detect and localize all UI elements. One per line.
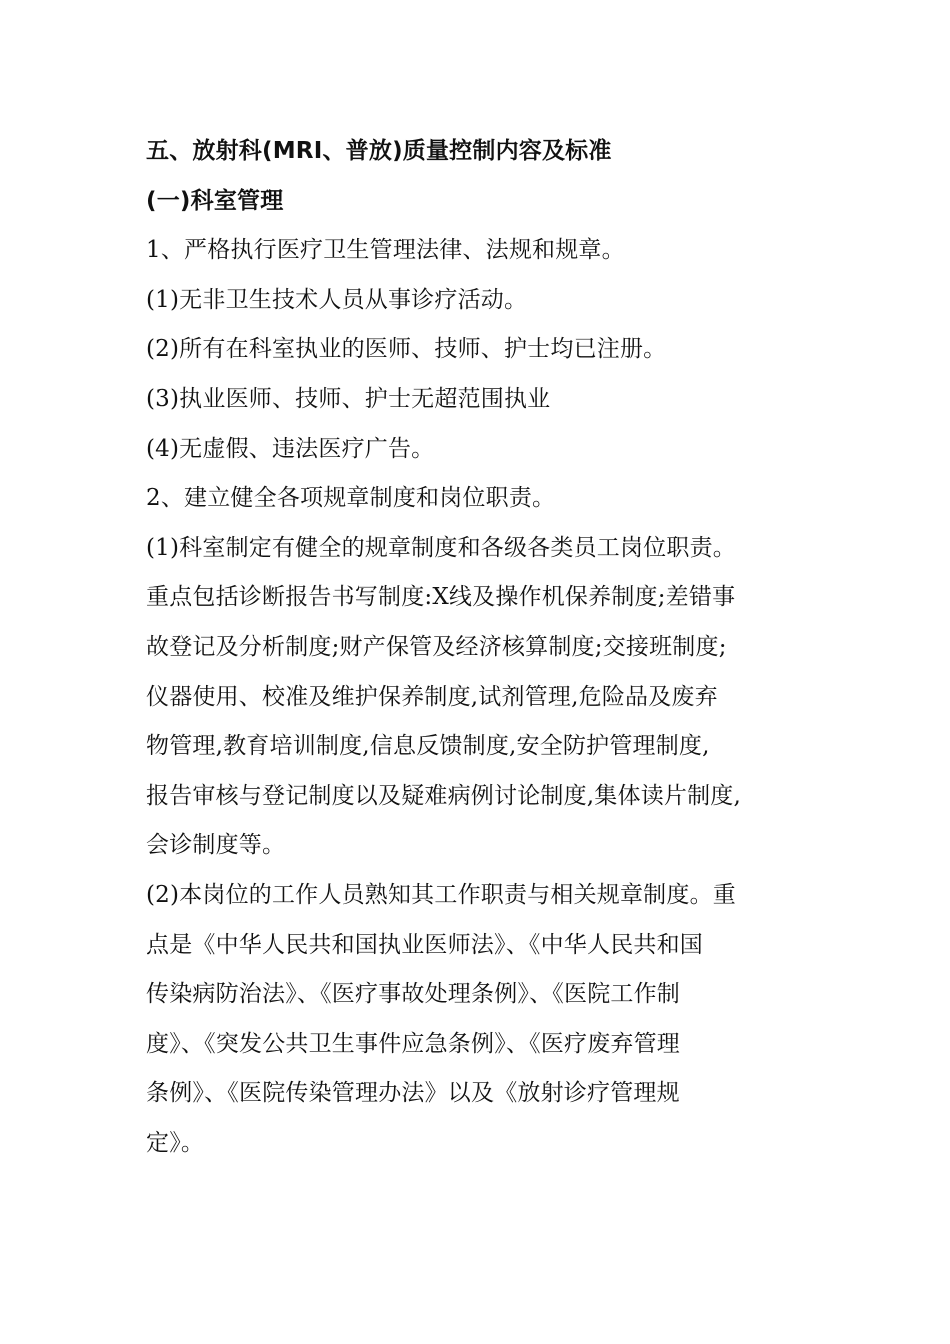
section-heading: (一)科室管理 [146, 187, 284, 214]
text-line: 点是《中华人民共和国执业医师法》、《中华人民共和国 [146, 931, 703, 958]
document-page [146, 127, 816, 1168]
text-line: 报告审核与登记制度以及疑难病例讨论制度,集体读片制度, [146, 782, 742, 809]
text-line: 定》。 [146, 1129, 205, 1156]
text-line: 仪器使用、校准及维护保养制度,试剂管理,危险品及废弃 [146, 683, 718, 710]
text-line: 物管理,教育培训制度,信息反馈制度,安全防护管理制度, [146, 733, 710, 760]
text-line: 条例》、《医院传染管理办法》以及《放射诊疗管理规 [146, 1080, 680, 1107]
text-line: (1)无非卫生技术人员从事诊疗活动。 [146, 286, 528, 313]
text-line: (4)无虚假、违法医疗广告。 [146, 435, 435, 462]
text-line: (2)所有在科室执业的医师、技师、护士均已注册。 [146, 336, 667, 363]
text-line: 故登记及分析制度;财产保管及经济核算制度;交接班制度; [146, 633, 727, 660]
text-line: (1)科室制定有健全的规章制度和各级各类员工岗位职责。 [146, 534, 736, 561]
text-line: (2)本岗位的工作人员熟知其工作职责与相关规章制度。重 [146, 881, 736, 908]
text-line: 会诊制度等。 [146, 832, 286, 859]
text-line: (3)执业医师、技师、护士无超范围执业 [146, 385, 551, 412]
text-line: 1、严格执行医疗卫生管理法律、法规和规章。 [146, 237, 625, 264]
text-line: 重点包括诊断报告书写制度:X线及操作机保养制度;差错事 [146, 584, 736, 611]
text-line: 传染病防治法》、《医疗事故处理条例》、《医院工作制 [146, 981, 680, 1008]
document-title: 五、放射科(MRI、普放)质量控制内容及标准 [146, 138, 612, 164]
text-line: 2、建立健全各项规章制度和岗位职责。 [146, 485, 556, 512]
text-line: 度》、《突发公共卫生事件应急条例》、《医疗废弃管理 [146, 1030, 680, 1057]
